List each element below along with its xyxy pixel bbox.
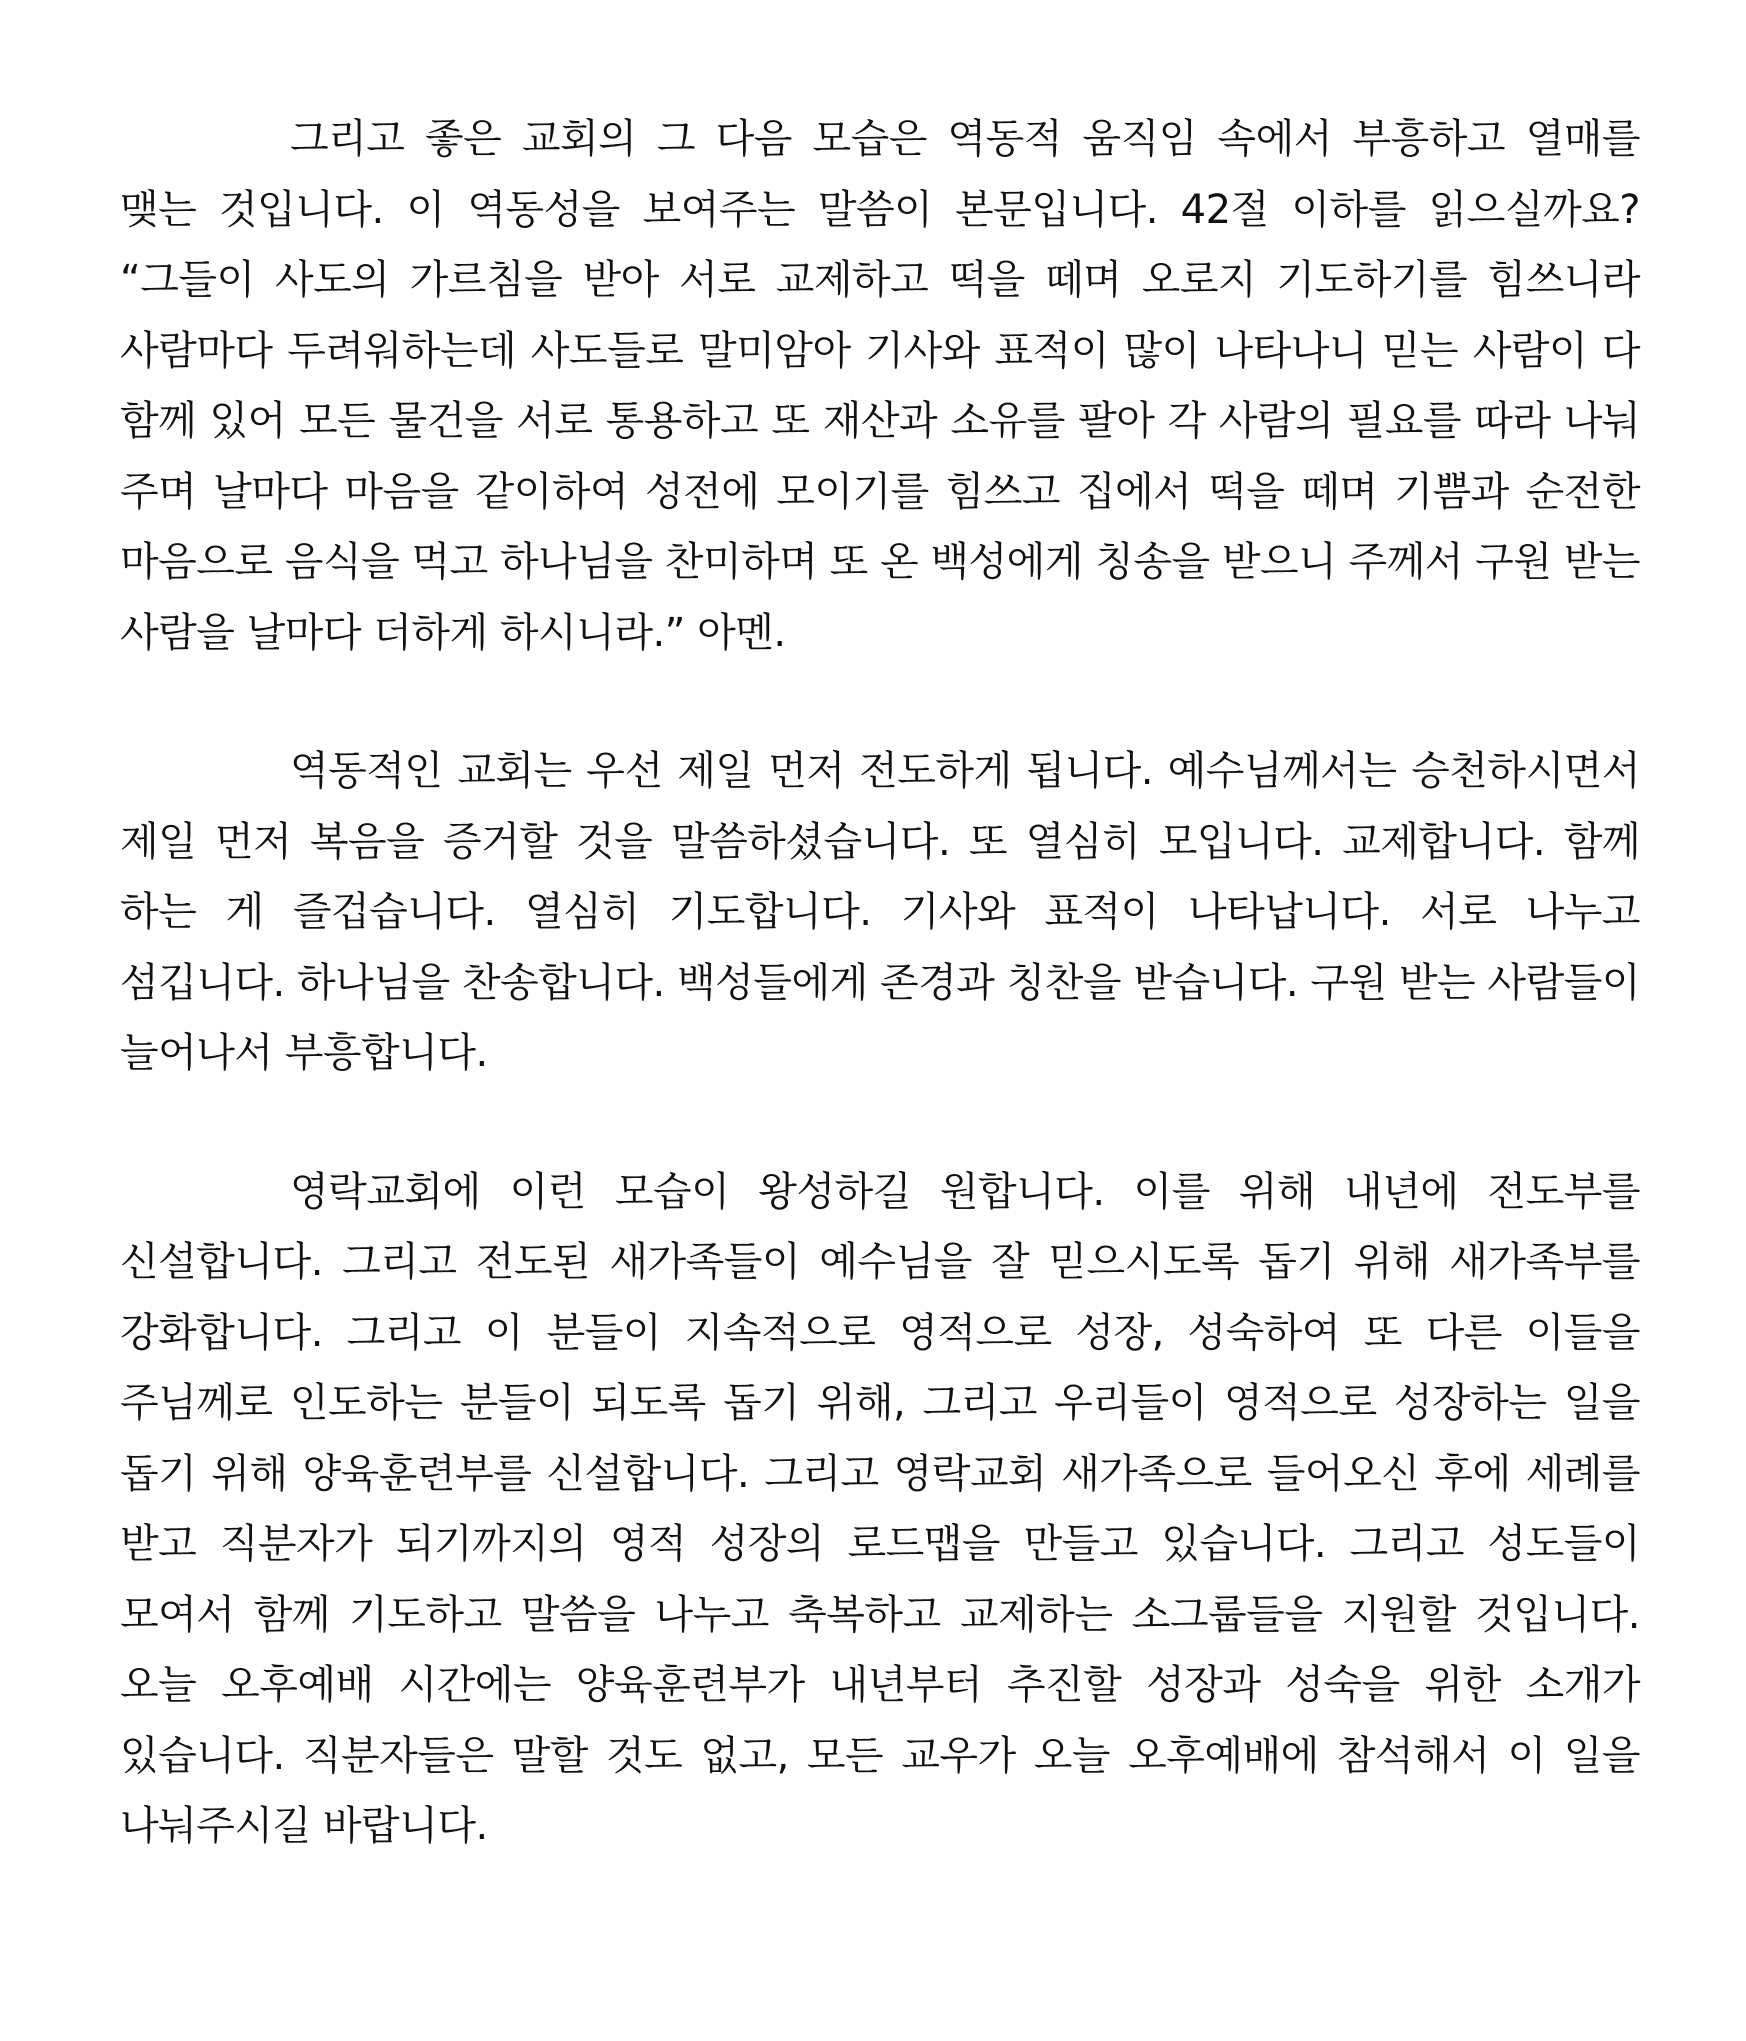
paragraph-3: 영락교회에 이런 모습이 왕성하길 원합니다. 이를 위해 내년에 전도부를 신설합니다. 그리고 전도된 새가족들이 예수님을 잘 믿으시도록 돕기 위해 새가족부를 강화합니다. 그리고 이 분들이 지속적으로 영적으로 성장, 성숙하여 또 다른 이들을 주님께로 인도하는 분들이 되도록 돕기 위해, 그리고 우리들이 영적으로 성장하는 일을 돕기 위해 양육훈련부를 신설합니다. 그리고 영락교회 새가족으로 들어오신 후에 세례를 받고 직분자가 되기까지의 영적 성장의 로드맵을 만들고 있습니다. 그리고 성도들이 모여서 함께 기도하고 말씀을 나누고 축복하고 교제하는 소그룹들을 지원할 것입니다. 오늘 오후예배 시간에는 양육훈련부가 내년부터 추진할 성장과 성숙을 위한 소개가 있습니다. 직분자들은 말할 것도 없고, 모든 교우가 오늘 오후예배에 참석해서 이 일을 나눠주시길 바랍니다. [120, 1168, 1640, 1849]
document-body [120, 104, 1640, 1930]
paragraph-1: 그리고 좋은 교회의 그 다음 모습은 역동적 움직임 속에서 부흥하고 열매를 맺는 것입니다. 이 역동성을 보여주는 말씀이 본문입니다. 42절 이하를 읽으실까요? “그들이 사도의 가르침을 받아 서로 교제하고 떡을 떼며 오로지 기도하기를 힘쓰니라 사람마다 두려워하는데 사도들로 말미암아 기사와 표적이 많이 나타나니 믿는 사람이 다 함께 있어 모든 물건을 서로 통용하고 또 재산과 소유를 팔아 각 사람의 필요를 따라 나눠 주며 날마다 마음을 같이하여 성전에 모이기를 힘쓰고 집에서 떡을 떼며 기쁨과 순전한 마음으로 음식을 먹고 하나님을 찬미하며 또 온 백성에게 칭송을 받으니 주께서 구원 받는 사람을 날마다 더하게 하시니라.” 아멘. [120, 116, 1640, 656]
paragraph-2: 역동적인 교회는 우선 제일 먼저 전도하게 됩니다. 예수님께서는 승천하시면서 제일 먼저 복음을 증거할 것을 말씀하셨습니다. 또 열심히 모입니다. 교제합니다. 함께 하는 게 즐겁습니다. 열심히 기도합니다. 기사와 표적이 나타납니다. 서로 나누고 섬깁니다. 하나님을 찬송합니다. 백성들에게 존경과 칭찬을 받습니다. 구원 받는 사람들이 늘어나서 부흥합니다. [120, 748, 1640, 1076]
